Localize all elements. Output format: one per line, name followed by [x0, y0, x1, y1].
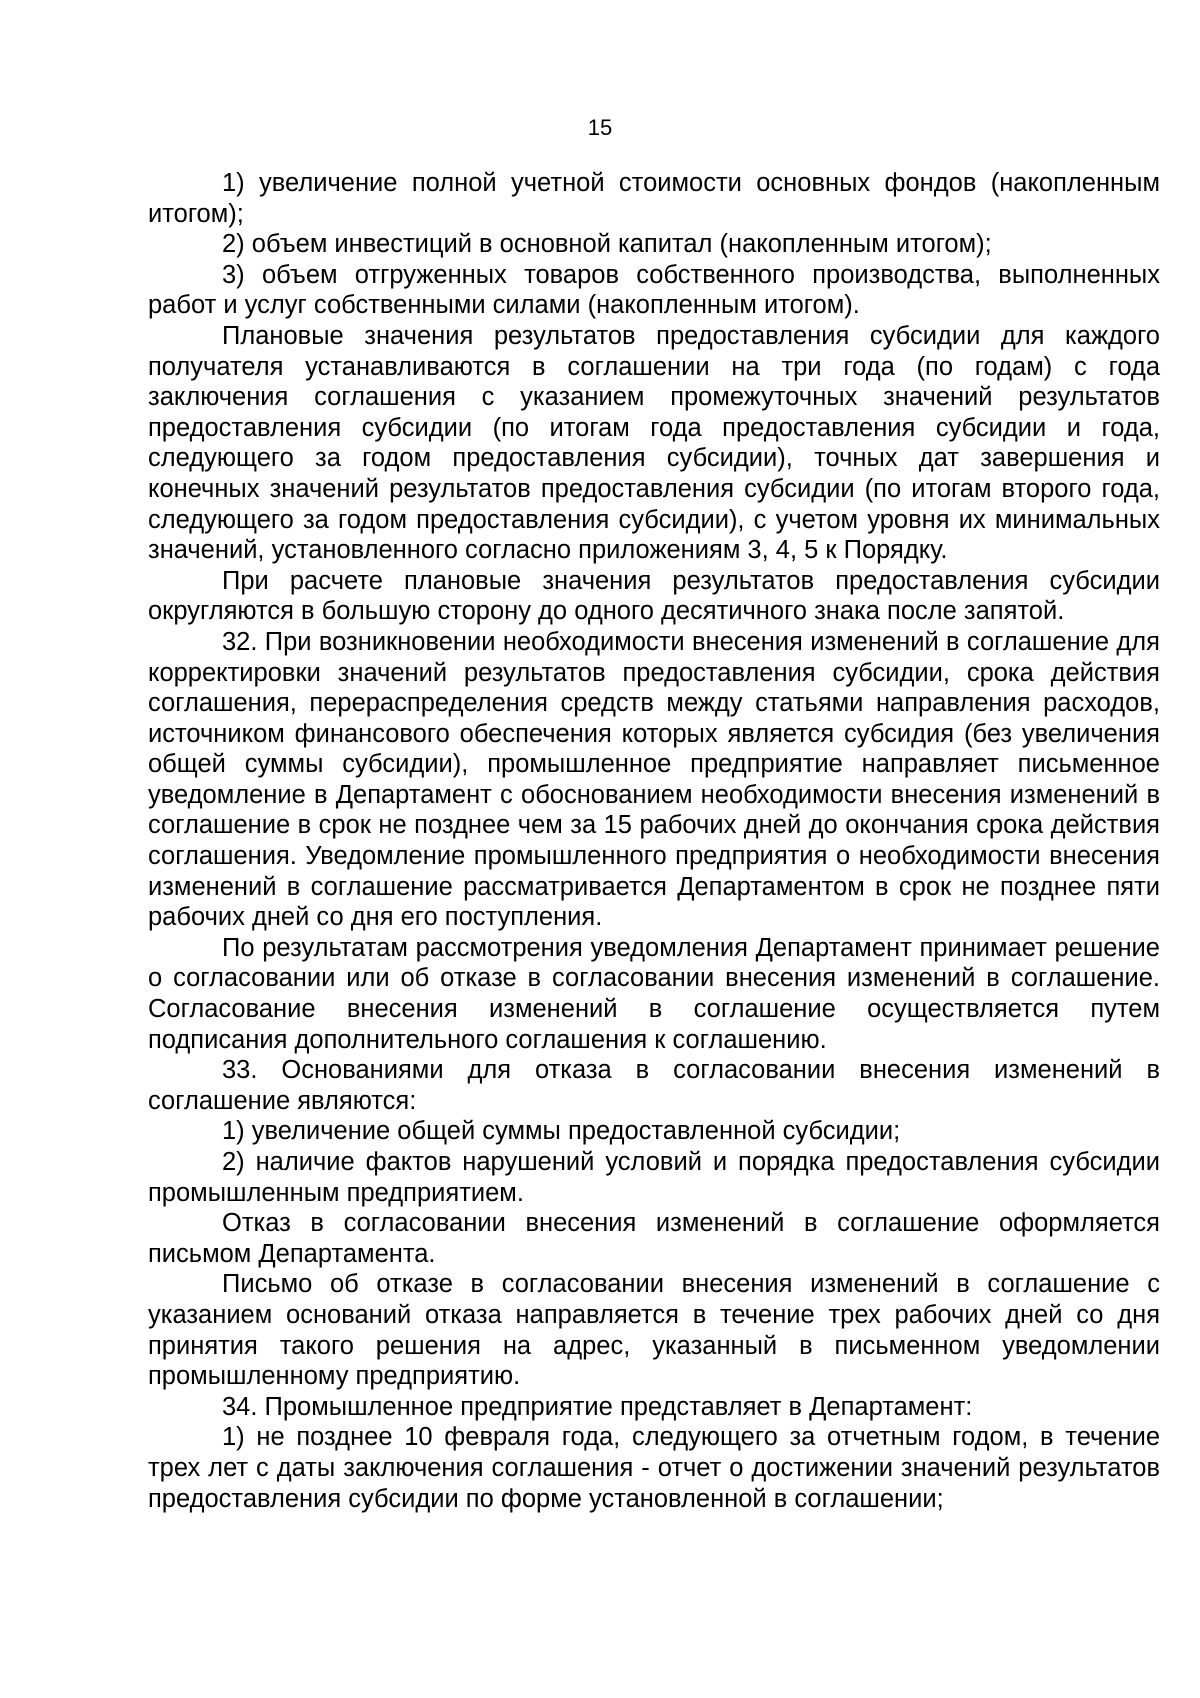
- document-body: [148, 168, 1160, 1514]
- paragraph: 2) наличие фактов нарушений условий и порядка предоставления субсидии промышленным предприятием.: [148, 1148, 1160, 1207]
- paragraph: 1) увеличение общей суммы предоставленной субсидии;: [222, 1117, 901, 1146]
- page-number: 15: [587, 115, 613, 140]
- paragraph: 34. Промышленное предприятие представляет в Департамент:: [222, 1392, 973, 1421]
- paragraph: Отказ в согласовании внесения изменений в соглашение оформляется письмом Департамента.: [148, 1209, 1160, 1268]
- paragraph: 33. Основаниями для отказа в согласовании внесения изменений в соглашение являются:: [148, 1056, 1160, 1115]
- paragraph: 32. При возникновении необходимости внесения изменений в соглашение для корректировки значений результатов предоставления субсидии, срока действия соглашения, перераспределения средств между статьями направления расходов, источником финансового обеспечения которых является субсидия (без увеличения общей суммы субсидии), промышленное предприятие направляет письменное уведомление в Департамент с обоснованием необходимости внесения изменений в соглашение в срок не позднее чем за 15 рабочих дней до окончания срока действия соглашения. Уведомление промышленного предприятия о необходимости внесения изменений в соглашение рассматривается Департаментом в срок не позднее пяти рабочих дней со дня его поступления.: [148, 627, 1160, 932]
- paragraph: 2) объем инвестиций в основной капитал (накопленным итогом);: [222, 230, 992, 259]
- paragraph: Письмо об отказе в согласовании внесения изменений в соглашение с указанием оснований отказа направляется в течение трех рабочих дней со дня принятия такого решения на адрес, указанный в письменном уведомлении промышленному предприятию.: [148, 1270, 1160, 1391]
- paragraph: Плановые значения результатов предоставления субсидии для каждого получателя устанавливаются в соглашении на три года (по годам) с года заключения соглашения с указанием промежуточных значений результатов предоставления субсидии (по итогам года предоставления субсидии и года, следующего за годом предоставления субсидии), точных дат завершения и конечных значений результатов предоставления субсидии (по итогам второго года, следующего за годом предоставления субсидии), с учетом уровня их минимальных значений, установленного согласно приложениям 3, 4, 5 к Порядку.: [148, 321, 1160, 565]
- paragraph: 1) увеличение полной учетной стоимости основных фондов (накопленным итогом);: [148, 169, 1160, 228]
- paragraph: При расчете плановые значения результатов предоставления субсидии округляются в большую сторону до одного десятичного знака после запятой.: [148, 566, 1160, 626]
- paragraph: 1) не позднее 10 февраля года, следующего за отчетным годом, в течение трех лет с даты заключения соглашения - отчет о достижении значений результатов предоставления субсидии по форме установленной в соглашении;: [148, 1423, 1160, 1513]
- paragraph: По результатам рассмотрения уведомления Департамент принимает решение о согласовании или об отказе в согласовании внесения изменений в соглашение. Согласование внесения изменений в соглашение осуществляется путем подписания дополнительного соглашения к соглашению.: [148, 933, 1160, 1054]
- paragraph: 3) объем отгруженных товаров собственного производства, выполненных работ и услуг собственными силами (накопленным итогом).: [148, 260, 1160, 320]
